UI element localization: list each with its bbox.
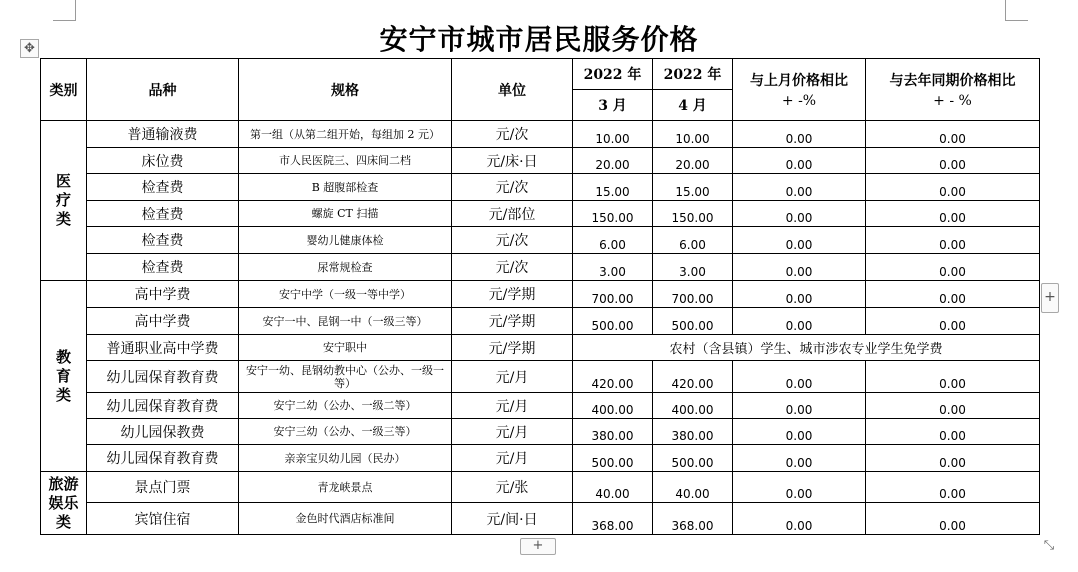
table-row bbox=[41, 419, 1040, 445]
add-column-button[interactable]: + bbox=[1041, 283, 1059, 313]
spec-cell: 市人民医院三、四床间二档 bbox=[239, 148, 452, 174]
price-march-cell: 500.00 bbox=[573, 445, 653, 472]
header-year-march: 2022 年 bbox=[573, 59, 653, 90]
table-move-icon[interactable]: ✥ bbox=[20, 39, 39, 58]
header-year-april: 2022 年 bbox=[653, 59, 733, 90]
header-item: 品种 bbox=[87, 59, 239, 121]
item-cell: 幼儿园保育教育费 bbox=[87, 361, 239, 393]
category-education-char-1: 教 bbox=[55, 347, 71, 366]
spec-cell: 尿常规检查 bbox=[239, 254, 452, 281]
price-april-cell: 380.00 bbox=[653, 419, 733, 445]
table-row bbox=[41, 148, 1040, 174]
category-education-char-3: 类 bbox=[55, 385, 71, 404]
price-april-cell: 3.00 bbox=[653, 254, 733, 281]
price-april-cell: 40.00 bbox=[653, 472, 733, 503]
page-corner-mark-right bbox=[1005, 0, 1028, 21]
mom-change-cell: 0.00 bbox=[733, 472, 866, 503]
spec-cell: 安宁中学（一级一等中学） bbox=[239, 281, 452, 308]
item-cell: 普通职业高中学费 bbox=[87, 335, 239, 361]
unit-cell: 元/月 bbox=[452, 419, 573, 445]
table-row bbox=[41, 472, 1040, 503]
category-education bbox=[41, 281, 87, 472]
mom-change-cell: 0.00 bbox=[733, 254, 866, 281]
header-mom-label: 与上月价格相比 bbox=[750, 73, 848, 89]
header-month-march: 3 月 bbox=[573, 90, 653, 121]
header-row bbox=[41, 59, 1040, 90]
mom-change-cell: 0.00 bbox=[733, 227, 866, 254]
yoy-change-cell: 0.00 bbox=[866, 201, 1040, 227]
unit-cell: 元/间·日 bbox=[452, 503, 573, 535]
yoy-change-cell: 0.00 bbox=[866, 121, 1040, 148]
item-cell: 幼儿园保教费 bbox=[87, 419, 239, 445]
price-april-cell: 6.00 bbox=[653, 227, 733, 254]
header-yoy-unit: + - % bbox=[933, 93, 972, 109]
mom-change-cell: 0.00 bbox=[733, 174, 866, 201]
unit-cell: 元/次 bbox=[452, 227, 573, 254]
mom-change-cell: 0.00 bbox=[733, 445, 866, 472]
price-april-cell: 150.00 bbox=[653, 201, 733, 227]
spec-cell: 螺旋 CT 扫描 bbox=[239, 201, 452, 227]
price-march-cell: 400.00 bbox=[573, 393, 653, 419]
item-cell: 检查费 bbox=[87, 227, 239, 254]
mom-change-cell: 0.00 bbox=[733, 201, 866, 227]
category-medical-char-2: 疗 bbox=[55, 191, 71, 209]
table-row bbox=[41, 393, 1040, 419]
yoy-change-cell: 0.00 bbox=[866, 281, 1040, 308]
table-row bbox=[41, 335, 1040, 361]
price-april-cell: 15.00 bbox=[653, 174, 733, 201]
price-march-cell: 420.00 bbox=[573, 361, 653, 393]
price-march-cell: 700.00 bbox=[573, 281, 653, 308]
unit-cell: 元/次 bbox=[452, 254, 573, 281]
item-cell: 检查费 bbox=[87, 254, 239, 281]
header-category: 类别 bbox=[41, 59, 87, 121]
price-march-cell: 368.00 bbox=[573, 503, 653, 535]
table-row bbox=[41, 254, 1040, 281]
table-resize-icon[interactable]: ⤡ bbox=[1043, 538, 1055, 553]
yoy-change-cell: 0.00 bbox=[866, 148, 1040, 174]
table-row bbox=[41, 503, 1040, 535]
item-cell: 景点门票 bbox=[87, 472, 239, 503]
category-medical-char-1: 医 bbox=[55, 172, 71, 190]
price-april-cell: 700.00 bbox=[653, 281, 733, 308]
mom-change-cell: 0.00 bbox=[733, 503, 866, 535]
category-education-char-2: 育 bbox=[55, 366, 71, 385]
table-row bbox=[41, 445, 1040, 472]
price-april-cell: 420.00 bbox=[653, 361, 733, 393]
item-cell: 检查费 bbox=[87, 174, 239, 201]
unit-cell: 元/张 bbox=[452, 472, 573, 503]
table-row bbox=[41, 174, 1040, 201]
item-cell: 幼儿园保育教育费 bbox=[87, 393, 239, 419]
unit-cell: 元/月 bbox=[452, 361, 573, 393]
unit-cell: 元/床·日 bbox=[452, 148, 573, 174]
category-medical-char-3: 类 bbox=[55, 210, 71, 228]
table-row bbox=[41, 227, 1040, 254]
unit-cell: 元/部位 bbox=[452, 201, 573, 227]
price-april-cell: 20.00 bbox=[653, 148, 733, 174]
category-tourism-line-2: 娱乐 bbox=[48, 493, 79, 512]
item-cell: 检查费 bbox=[87, 201, 239, 227]
price-march-cell: 15.00 bbox=[573, 174, 653, 201]
spec-cell: 安宁三幼（公办、一级三等） bbox=[239, 419, 452, 445]
yoy-change-cell: 0.00 bbox=[866, 419, 1040, 445]
item-cell: 幼儿园保育教育费 bbox=[87, 445, 239, 472]
document-title: 安宁市城市居民服务价格 bbox=[379, 23, 699, 56]
add-row-button[interactable]: + bbox=[520, 538, 556, 555]
category-tourism-line-1: 旅游 bbox=[48, 474, 79, 493]
yoy-change-cell: 0.00 bbox=[866, 308, 1040, 335]
price-march-cell: 3.00 bbox=[573, 254, 653, 281]
header-unit: 单位 bbox=[452, 59, 573, 121]
price-march-cell: 10.00 bbox=[573, 121, 653, 148]
unit-cell: 元/学期 bbox=[452, 308, 573, 335]
tuition-exemption-note: 农村（含县镇）学生、城市涉农专业学生免学费 bbox=[573, 335, 1040, 361]
header-month-on-month bbox=[733, 59, 866, 121]
price-march-cell: 500.00 bbox=[573, 308, 653, 335]
unit-cell: 元/学期 bbox=[452, 281, 573, 308]
mom-change-cell: 0.00 bbox=[733, 281, 866, 308]
item-cell: 普通输液费 bbox=[87, 121, 239, 148]
item-cell: 床位费 bbox=[87, 148, 239, 174]
spec-cell: 安宁一幼、昆钢幼教中心（公办、一级一等） bbox=[239, 361, 452, 393]
table-row bbox=[41, 201, 1040, 227]
yoy-change-cell: 0.00 bbox=[866, 254, 1040, 281]
yoy-change-cell: 0.00 bbox=[866, 445, 1040, 472]
unit-cell: 元/学期 bbox=[452, 335, 573, 361]
spec-cell: 婴幼儿健康体检 bbox=[239, 227, 452, 254]
price-march-cell: 150.00 bbox=[573, 201, 653, 227]
yoy-change-cell: 0.00 bbox=[866, 174, 1040, 201]
price-march-cell: 40.00 bbox=[573, 472, 653, 503]
yoy-change-cell: 0.00 bbox=[866, 503, 1040, 535]
mom-change-cell: 0.00 bbox=[733, 361, 866, 393]
mom-change-cell: 0.00 bbox=[733, 393, 866, 419]
price-march-cell: 6.00 bbox=[573, 227, 653, 254]
table-row bbox=[41, 361, 1040, 393]
spec-cell: 安宁二幼（公办、一级二等） bbox=[239, 393, 452, 419]
spec-cell: 金色时代酒店标准间 bbox=[239, 503, 452, 535]
unit-cell: 元/次 bbox=[452, 174, 573, 201]
table-row bbox=[41, 121, 1040, 148]
price-table bbox=[40, 58, 1040, 535]
yoy-change-cell: 0.00 bbox=[866, 472, 1040, 503]
mom-change-cell: 0.00 bbox=[733, 148, 866, 174]
yoy-change-cell: 0.00 bbox=[866, 361, 1040, 393]
price-april-cell: 368.00 bbox=[653, 503, 733, 535]
unit-cell: 元/月 bbox=[452, 445, 573, 472]
unit-cell: 元/次 bbox=[452, 121, 573, 148]
table-row bbox=[41, 308, 1040, 335]
category-medical bbox=[41, 121, 87, 281]
price-march-cell: 380.00 bbox=[573, 419, 653, 445]
spec-cell: 安宁职中 bbox=[239, 335, 452, 361]
mom-change-cell: 0.00 bbox=[733, 308, 866, 335]
spec-cell: 青龙峡景点 bbox=[239, 472, 452, 503]
header-yoy-label: 与去年同期价格相比 bbox=[889, 73, 1016, 89]
page-corner-mark-left bbox=[53, 0, 76, 21]
unit-cell: 元/月 bbox=[452, 393, 573, 419]
spec-cell: B 超腹部检查 bbox=[239, 174, 452, 201]
price-april-cell: 400.00 bbox=[653, 393, 733, 419]
spec-cell: 亲亲宝贝幼儿园（民办） bbox=[239, 445, 452, 472]
yoy-change-cell: 0.00 bbox=[866, 393, 1040, 419]
header-month-april: 4 月 bbox=[653, 90, 733, 121]
spec-cell: 安宁一中、昆钢一中（一级三等） bbox=[239, 308, 452, 335]
price-march-cell: 20.00 bbox=[573, 148, 653, 174]
header-mom-unit: + -% bbox=[781, 93, 817, 109]
header-year-on-year bbox=[866, 59, 1040, 121]
category-tourism-line-3: 类 bbox=[55, 512, 71, 531]
category-tourism bbox=[41, 472, 87, 535]
yoy-change-cell: 0.00 bbox=[866, 227, 1040, 254]
item-cell: 高中学费 bbox=[87, 281, 239, 308]
price-april-cell: 10.00 bbox=[653, 121, 733, 148]
spec-cell: 第一组（从第二组开始，每组加 2 元） bbox=[239, 121, 452, 148]
table-row bbox=[41, 281, 1040, 308]
price-april-cell: 500.00 bbox=[653, 308, 733, 335]
item-cell: 宾馆住宿 bbox=[87, 503, 239, 535]
header-spec: 规格 bbox=[239, 59, 452, 121]
mom-change-cell: 0.00 bbox=[733, 419, 866, 445]
price-april-cell: 500.00 bbox=[653, 445, 733, 472]
mom-change-cell: 0.00 bbox=[733, 121, 866, 148]
item-cell: 高中学费 bbox=[87, 308, 239, 335]
